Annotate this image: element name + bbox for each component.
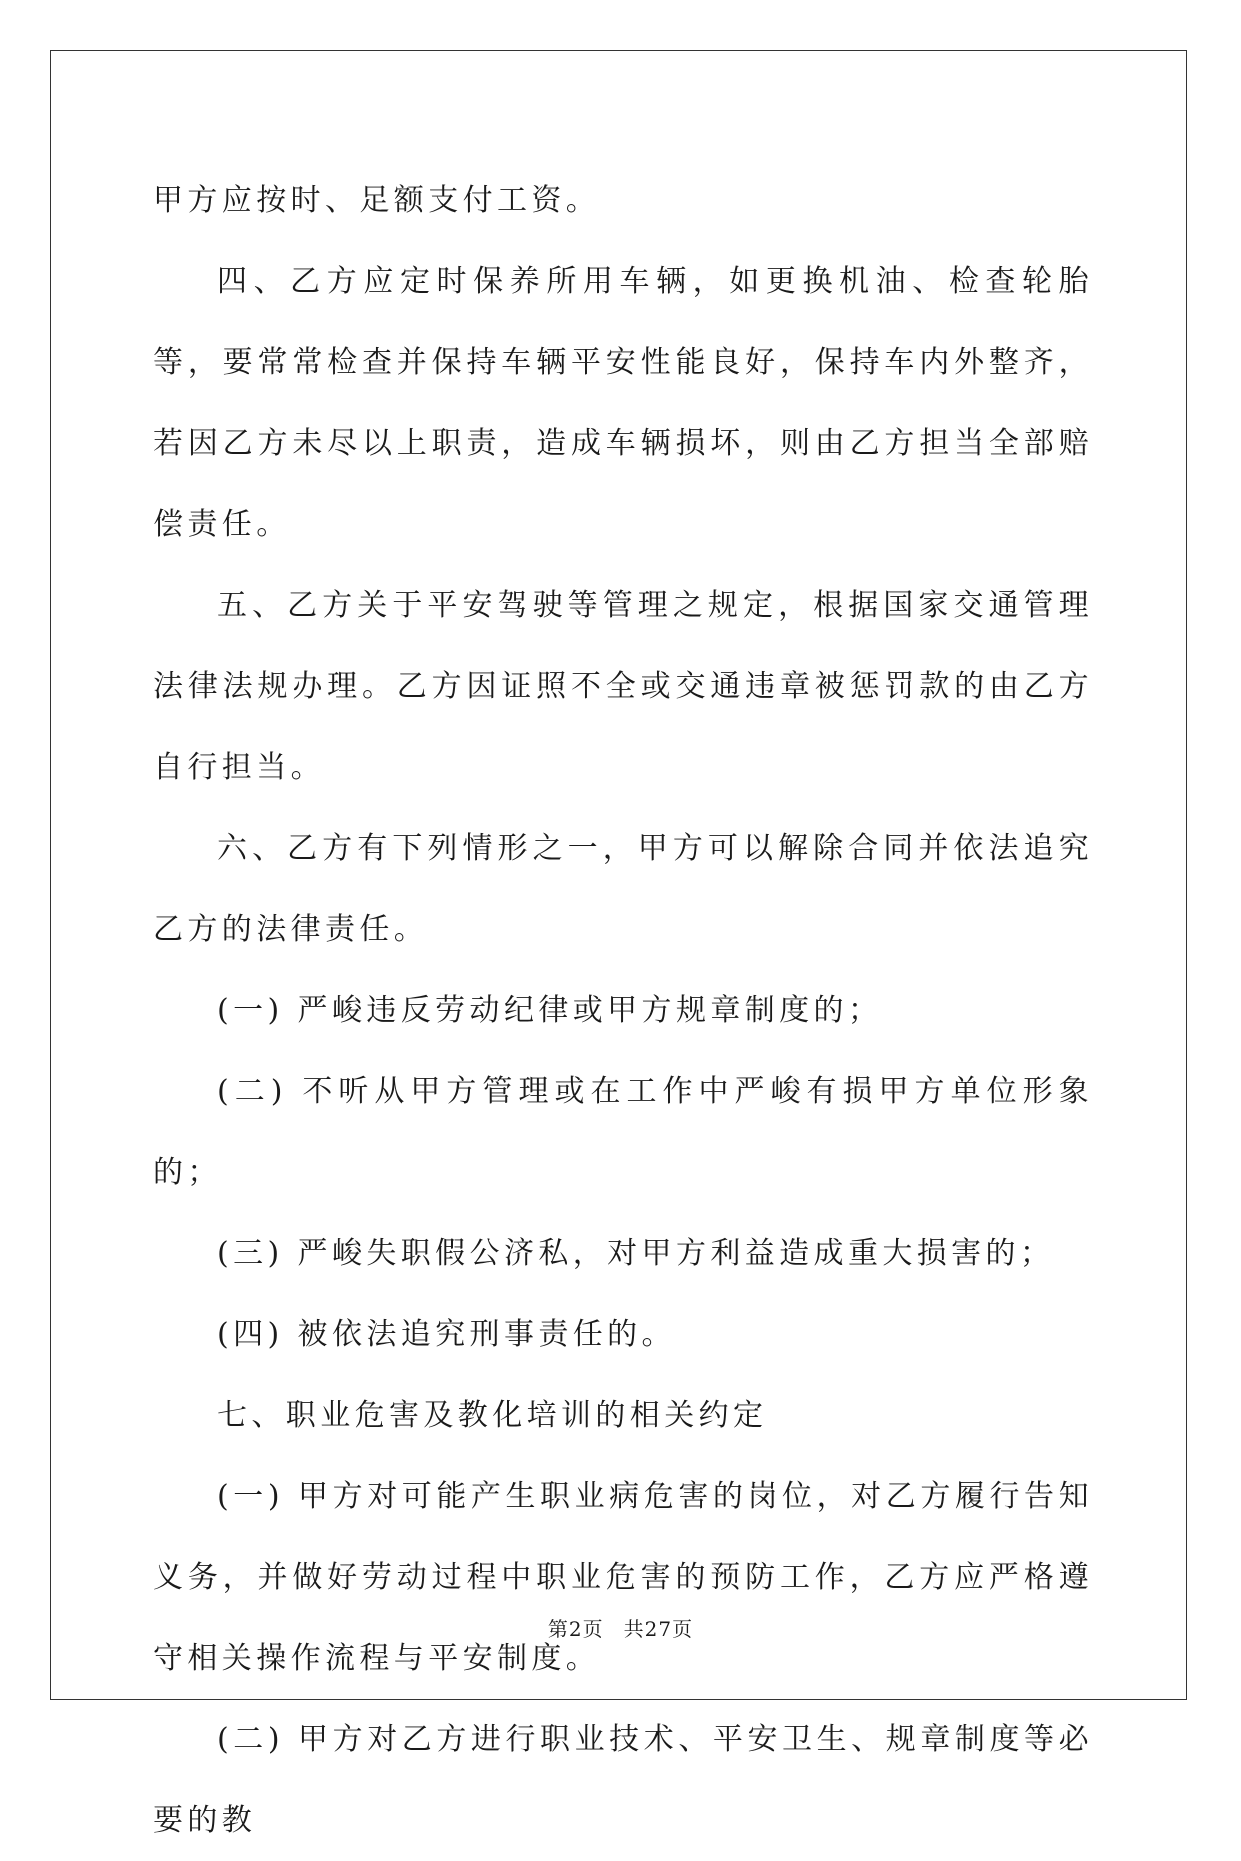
page-number: 第2页 [547, 1617, 604, 1641]
paragraph: (二) 不听从甲方管理或在工作中严峻有损甲方单位形象的； [153, 1074, 1093, 1190]
paragraph: (一) 甲方对可能产生职业病危害的岗位，对乙方履行告知义务，并做好劳动过程中职业危害的预防工作，乙方应严格遵守相关操作流程与平安制度。 [153, 1479, 1093, 1676]
document-body [153, 160, 1093, 1861]
paragraph: 七、职业危害及教化培训的相关约定 [217, 1398, 768, 1433]
paragraph: (三) 严峻失职假公济私，对甲方利益造成重大损害的； [217, 1236, 1055, 1271]
paragraph: 五、乙方关于平安驾驶等管理之规定，根据国家交通管理法律法规办理。乙方因证照不全或交通违章被惩罚款的由乙方自行担当。 [153, 588, 1093, 785]
paragraph: (四) 被依法追究刑事责任的。 [217, 1317, 676, 1352]
page-total: 共27页 [623, 1617, 694, 1641]
paragraph: 六、乙方有下列情形之一，甲方可以解除合同并依法追究乙方的法律责任。 [153, 831, 1093, 947]
paragraph: (一) 严峻违反劳动纪律或甲方规章制度的； [217, 993, 883, 1028]
paragraph: 四、乙方应定时保养所用车辆，如更换机油、检查轮胎等，要常常检查并保持车辆平安性能良好，保持车内外整齐，若因乙方未尽以上职责，造成车辆损坏，则由乙方担当全部赔偿责任。 [153, 264, 1093, 542]
paragraph: 甲方应按时、足额支付工资。 [153, 183, 601, 218]
page-footer [0, 1613, 1241, 1642]
paragraph: (二) 甲方对乙方进行职业技术、平安卫生、规章制度等必要的教 [153, 1722, 1093, 1838]
